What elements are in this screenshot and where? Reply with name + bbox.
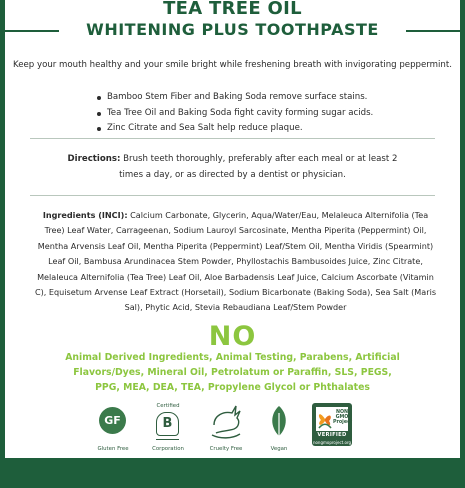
non-gmo-panel xyxy=(316,407,353,431)
certification-badges xyxy=(0,403,465,453)
ingredients-label: Ingredients (INCI): xyxy=(42,210,128,220)
free-from-list: Animal Derived Ingredients, Animal Testing, Parabens, Artificial Flavors/Dyes, Mineral Oil, Petrolatum or Paraffin, SLS, PEGS, PPG, MEA, DEA, TEA, Propylene Glycol or Phthalates xyxy=(65,352,400,393)
benefit-item: Tea Tree Oil and Baking Soda fight cavity forming sugar acids. xyxy=(96,106,373,122)
leaf-icon xyxy=(259,403,299,443)
directions-text: Brush teeth thoroughly, preferably after each meal or at least 2 times a day, or as directed by a dentist or physician. xyxy=(119,154,398,180)
vegan-label: Vegan xyxy=(270,446,288,452)
b-corp-label: Corporation xyxy=(152,446,184,452)
non-gmo-title: NON GMO Project xyxy=(333,410,353,426)
divider xyxy=(30,138,435,139)
gluten-free-icon: GF xyxy=(99,407,126,434)
benefit-item: Bamboo Stem Fiber and Baking Soda remove surface stains. xyxy=(96,90,373,106)
no-heading: NO xyxy=(208,321,257,352)
gluten-free-label: Gluten Free xyxy=(97,446,129,452)
vegan-badge xyxy=(259,403,299,453)
directions-block xyxy=(60,151,405,183)
b-corp-badge xyxy=(148,403,188,453)
divider xyxy=(30,195,435,196)
non-gmo-frame xyxy=(312,403,352,446)
b-corp-icon: B xyxy=(156,412,179,436)
ingredients-block xyxy=(33,208,438,316)
bottom-band xyxy=(0,458,465,488)
benefit-item: Zinc Citrate and Sea Salt help reduce plaque. xyxy=(96,121,373,137)
directions-label: Directions: xyxy=(67,154,121,164)
b-corp-underline xyxy=(156,439,179,440)
product-subtitle: WHITENING PLUS TOOTHPASTE xyxy=(86,20,379,39)
non-gmo-badge xyxy=(312,403,352,453)
ingredients-text: Calcium Carbonate, Glycerin, Aqua/Water/Eau, Melaleuca Alternifolia (Tea Tree) Leaf Water, Carrageenan, Sodium Lauroyl Sarcosinate, Mentha Piperita (Peppermint) Oil, Mentha Arvensis Leaf Oil, Mentha Piperita (Peppermint) Leaf/Stem Oil, Mentha Viridis (Spearmint) Leaf Oil, Bambusa Arundinacea Stem Powder, Phyllostachis Bambusoides Juice, Zinc Citrate, Melaleuca Alternifolia (Tea Tree) Leaf Oil, Aloe Barbadensis Leaf Juice, Calcium Ascorbate (Vitamin C), Equisetum Arvense Leaf Extract (Horsetail), Sodium Bicarbonate (Baking Soda), Sea Salt (Maris Sal), Phytic Acid, Stevia Rebaudiana Leaf/Stem Powder xyxy=(34,210,437,313)
benefits-list xyxy=(96,90,373,137)
intro-text: Keep your mouth healthy and your smile bright while freshening breath with invigorating peppermint. xyxy=(13,60,452,70)
verified-banner: VERIFIED xyxy=(312,432,352,439)
butterfly-icon xyxy=(317,408,333,430)
gluten-free-badge xyxy=(93,403,133,453)
cruelty-free-badge xyxy=(206,403,246,453)
non-gmo-site: nongmoproject.org xyxy=(312,440,352,445)
b-corp-top-label: Certified xyxy=(156,403,180,409)
product-title: TEA TREE OIL xyxy=(163,0,302,19)
bunny-icon xyxy=(206,403,246,443)
cruelty-free-label: Cruelty Free xyxy=(209,446,243,452)
